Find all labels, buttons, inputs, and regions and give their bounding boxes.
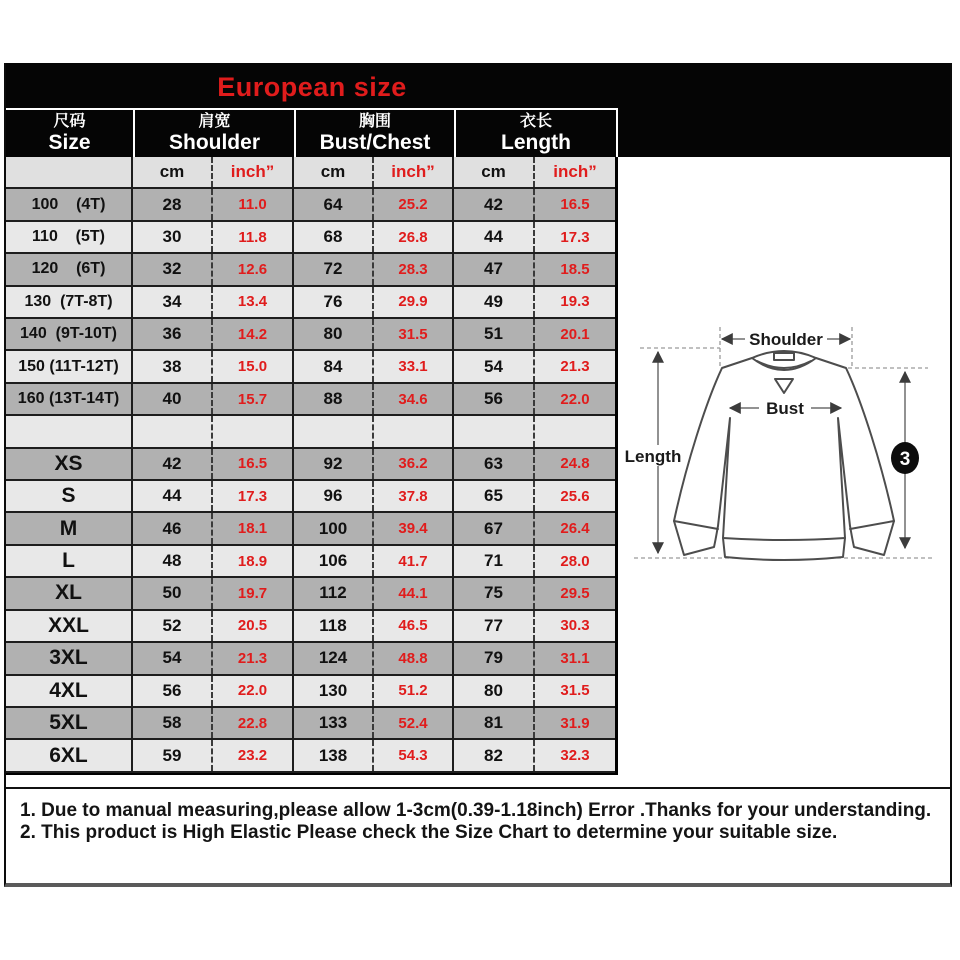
table-row-l (6, 546, 615, 578)
cm-value-cell: 71 (454, 546, 535, 576)
header-length-en: Length (501, 130, 571, 154)
size-cell: 5XL (6, 708, 133, 738)
inch-value-cell: 48.8 (374, 643, 454, 673)
table-row-160 (6, 384, 615, 416)
inch-value-cell: 11.0 (213, 189, 294, 219)
header-group-bust (296, 110, 456, 157)
inch-value-cell: 18.5 (560, 260, 590, 278)
cm-value-cell: 49 (454, 287, 535, 317)
cm-value-cell: 48 (133, 546, 213, 576)
inch-value-cell: 41.7 (374, 546, 454, 576)
inch-value-cell: 21.3 (560, 358, 590, 376)
badge-3 (891, 442, 919, 474)
cm-value-cell: 138 (294, 740, 374, 770)
header-size-en: Size (48, 130, 91, 154)
unit-cm-label: cm (454, 157, 535, 187)
cm-value-cell: 68 (294, 222, 374, 252)
cm-value-cell: 106 (294, 546, 374, 576)
table-row-4xl (6, 676, 615, 708)
table-row-140 (6, 319, 615, 351)
inch-value-cell: 29.5 (560, 584, 590, 602)
cm-value-cell: 34 (133, 287, 213, 317)
cm-value-cell: 28 (133, 189, 213, 219)
table-row-110 (6, 222, 615, 254)
content-frame (4, 63, 952, 887)
inch-value-cell: 17.3 (213, 481, 294, 511)
size-table-body (6, 157, 618, 775)
cm-value-cell: 56 (133, 676, 213, 706)
size-cell: XXL (6, 611, 133, 641)
inch-value-cell: 26.4 (560, 520, 590, 538)
cm-value-cell: 52 (133, 611, 213, 641)
cm-value-cell: 92 (294, 449, 374, 479)
inch-value-cell: 18.1 (213, 513, 294, 543)
table-row-3xl (6, 643, 615, 675)
cm-value-cell: 42 (454, 189, 535, 219)
cm-value-cell: 46 (133, 513, 213, 543)
header-bust-en: Bust/Chest (319, 130, 431, 154)
size-cell: S (6, 481, 133, 511)
inch-value-cell: 22.0 (213, 676, 294, 706)
size-cell: M (6, 513, 133, 543)
spacer-row (6, 416, 615, 448)
table-row-150 (6, 351, 615, 383)
cm-value-cell: 100 (294, 513, 374, 543)
inch-value-cell: 37.8 (374, 481, 454, 511)
inch-value-cell: 15.0 (213, 351, 294, 381)
sweatshirt-diagram (618, 157, 950, 787)
inch-value-cell: 34.6 (374, 384, 454, 414)
inch-value-cell: 22.0 (560, 390, 590, 408)
cm-value-cell: 63 (454, 449, 535, 479)
inch-value-cell (374, 416, 454, 446)
cm-value-cell: 130 (294, 676, 374, 706)
cm-value-cell: 51 (454, 319, 535, 349)
badge-3-number: 3 (899, 449, 911, 470)
inch-value-cell: 46.5 (374, 611, 454, 641)
inch-value-cell: 30.3 (560, 617, 590, 635)
cm-value-cell: 88 (294, 384, 374, 414)
inch-value-cell: 16.5 (213, 449, 294, 479)
size-cell (6, 416, 133, 446)
cm-value-cell: 133 (294, 708, 374, 738)
inch-value-cell: 23.2 (213, 740, 294, 770)
shoulder-dimension-label: Shoulder (749, 330, 823, 349)
header-bust-zh: 胸围 (358, 113, 391, 131)
size-cell: 120 (6T) (6, 254, 133, 284)
unit-inch-label: inch” (374, 157, 454, 187)
cm-value-cell: 54 (133, 643, 213, 673)
inch-value-cell: 36.2 (374, 449, 454, 479)
cm-value-cell: 47 (454, 254, 535, 284)
cm-value-cell: 79 (454, 643, 535, 673)
inch-value-cell: 19.3 (560, 293, 590, 311)
cm-value-cell: 124 (294, 643, 374, 673)
inch-value-cell: 31.5 (374, 319, 454, 349)
cm-value-cell: 77 (454, 611, 535, 641)
header-group-size (6, 110, 135, 157)
cm-value-cell: 32 (133, 254, 213, 284)
cm-value-cell: 80 (294, 319, 374, 349)
size-cell: 140 (9T-10T) (6, 319, 133, 349)
inch-value-cell: 26.8 (374, 222, 454, 252)
cm-value-cell: 82 (454, 740, 535, 770)
cm-value-cell: 72 (294, 254, 374, 284)
table-row-s (6, 481, 615, 513)
inch-value-cell: 14.2 (213, 319, 294, 349)
cm-value-cell (133, 416, 213, 446)
inch-value-cell: 18.9 (213, 546, 294, 576)
cm-value-cell (294, 416, 374, 446)
size-cell: 160 (13T-14T) (6, 384, 133, 414)
table-row-6xl (6, 740, 615, 772)
size-cell: L (6, 546, 133, 576)
cm-value-cell: 81 (454, 708, 535, 738)
inch-value-cell: 39.4 (374, 513, 454, 543)
cm-value-cell: 42 (133, 449, 213, 479)
cm-value-cell: 84 (294, 351, 374, 381)
inch-value-cell (535, 416, 615, 446)
header-size-zh: 尺码 (53, 113, 86, 131)
cm-value-cell: 65 (454, 481, 535, 511)
inch-value-cell: 13.4 (213, 287, 294, 317)
inch-value-cell: 24.8 (560, 455, 590, 473)
cm-value-cell: 76 (294, 287, 374, 317)
size-cell: XS (6, 449, 133, 479)
inch-value-cell: 20.5 (213, 611, 294, 641)
inch-value-cell: 20.1 (560, 325, 590, 343)
inch-value-cell: 32.3 (560, 747, 590, 765)
note-1: 1. Due to manual measuring,please allow 1-3cm(0.39-1.18inch) Error .Thanks for your understanding. (20, 800, 932, 821)
cm-value-cell: 54 (454, 351, 535, 381)
unit-header-row (6, 157, 615, 189)
inch-value-cell: 16.5 (560, 196, 590, 214)
inch-value-cell: 31.5 (560, 682, 590, 700)
unit-blank-cell (6, 157, 133, 187)
inch-value-cell: 28.3 (374, 254, 454, 284)
size-cell: 4XL (6, 676, 133, 706)
length-dimension-label: Length (624, 447, 682, 466)
inch-value-cell: 22.8 (213, 708, 294, 738)
table-row-100 (6, 189, 615, 221)
cm-value-cell: 36 (133, 319, 213, 349)
cm-value-cell: 118 (294, 611, 374, 641)
sweatshirt-outline (674, 351, 894, 560)
cm-value-cell: 44 (454, 222, 535, 252)
inch-value-cell: 25.2 (374, 189, 454, 219)
cm-value-cell: 64 (294, 189, 374, 219)
inch-value-cell: 54.3 (374, 740, 454, 770)
inch-value-cell (213, 416, 294, 446)
size-cell: 6XL (6, 740, 133, 770)
inch-value-cell: 15.7 (213, 384, 294, 414)
note-2: 2. This product is High Elastic Please check the Size Chart to determine your suitable size. (20, 822, 838, 843)
table-row-xl (6, 578, 615, 610)
cm-value-cell: 59 (133, 740, 213, 770)
cm-value-cell: 58 (133, 708, 213, 738)
unit-inch-label: inch” (553, 162, 597, 182)
inch-value-cell: 25.6 (560, 487, 590, 505)
table-row-5xl (6, 708, 615, 740)
top-banner (6, 63, 950, 157)
header-shoulder-zh: 肩宽 (198, 113, 231, 131)
bust-dimension-label: Bust (766, 399, 804, 418)
cm-value-cell: 30 (133, 222, 213, 252)
inch-value-cell: 51.2 (374, 676, 454, 706)
unit-inch-label: inch” (213, 157, 294, 187)
unit-cm-label: cm (133, 157, 213, 187)
inch-value-cell: 12.6 (213, 254, 294, 284)
size-cell: 130 (7T-8T) (6, 287, 133, 317)
cm-value-cell: 80 (454, 676, 535, 706)
inch-value-cell: 31.9 (560, 714, 590, 732)
cm-value-cell: 56 (454, 384, 535, 414)
unit-cm-label: cm (294, 157, 374, 187)
inch-value-cell: 19.7 (213, 578, 294, 608)
inch-value-cell: 28.0 (560, 552, 590, 570)
header-group-shoulder (135, 110, 296, 157)
header-length-zh: 衣长 (519, 113, 552, 131)
cm-value-cell: 96 (294, 481, 374, 511)
table-row-xxl (6, 611, 615, 643)
table-row-xs (6, 449, 615, 481)
notes-section (6, 787, 950, 883)
cm-value-cell: 44 (133, 481, 213, 511)
inch-value-cell: 52.4 (374, 708, 454, 738)
inch-value-cell: 29.9 (374, 287, 454, 317)
inch-value-cell: 21.3 (213, 643, 294, 673)
table-row-130 (6, 287, 615, 319)
size-cell: 110 (5T) (6, 222, 133, 252)
cm-value-cell: 38 (133, 351, 213, 381)
inch-value-cell: 31.1 (560, 649, 590, 667)
size-cell: 3XL (6, 643, 133, 673)
inch-value-cell: 17.3 (560, 228, 590, 246)
size-cell: 100 (4T) (6, 189, 133, 219)
header-shoulder-en: Shoulder (168, 130, 260, 154)
cm-value-cell: 40 (133, 384, 213, 414)
inch-value-cell: 44.1 (374, 578, 454, 608)
inch-value-cell: 33.1 (374, 351, 454, 381)
header-group-length (456, 110, 618, 157)
cm-value-cell: 67 (454, 513, 535, 543)
size-cell: XL (6, 578, 133, 608)
cm-value-cell: 50 (133, 578, 213, 608)
page-title: European size (217, 72, 407, 102)
cm-value-cell (454, 416, 535, 446)
table-header-row (6, 108, 618, 157)
cm-value-cell: 112 (294, 578, 374, 608)
table-row-120 (6, 254, 615, 286)
inch-value-cell: 11.8 (213, 222, 294, 252)
table-row-m (6, 513, 615, 545)
size-cell: 150 (11T-12T) (6, 351, 133, 381)
cm-value-cell: 75 (454, 578, 535, 608)
